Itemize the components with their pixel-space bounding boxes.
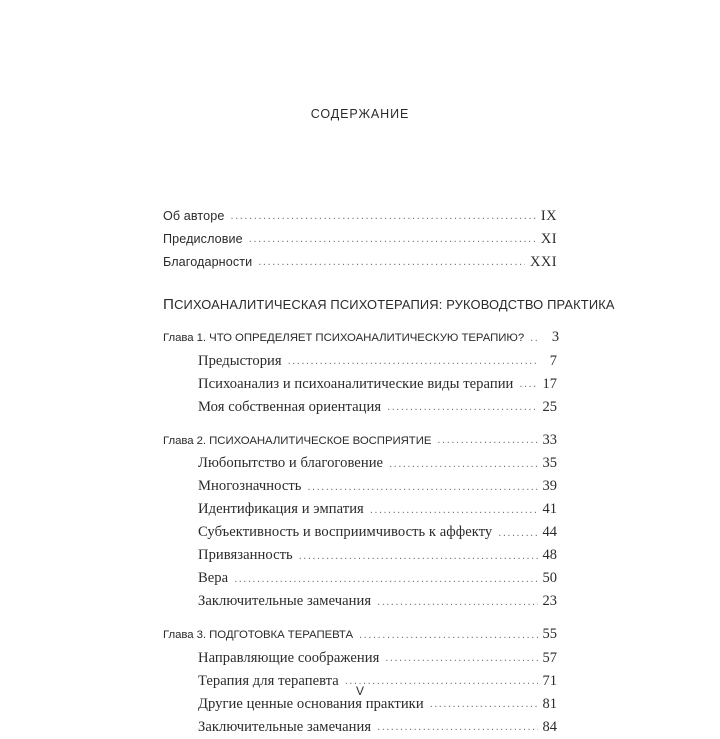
toc-row-section[interactable] xyxy=(163,716,557,739)
toc-entry-page: 81 xyxy=(542,695,557,712)
toc-row-chapter[interactable] xyxy=(163,623,557,646)
toc-entry-page: 35 xyxy=(542,455,557,472)
toc-row-section[interactable] xyxy=(163,498,557,521)
dot-leader xyxy=(308,482,538,498)
dot-leader xyxy=(377,723,537,739)
toc-entry-label: Глава 2. ПСИХОАНАЛИТИЧЕСКОЕ ВОСПРИЯТИЕ xyxy=(163,434,432,447)
toc-row-section[interactable] xyxy=(163,544,557,567)
toc-entry-label: Об авторе xyxy=(163,209,225,223)
toc-entry-page: 41 xyxy=(542,501,557,518)
toc-entry-page: 17 xyxy=(542,375,557,392)
dot-leader xyxy=(230,212,535,228)
toc-entry-label: Вера xyxy=(198,570,229,587)
toc-entry-list xyxy=(163,205,615,739)
dot-leader xyxy=(234,574,537,590)
toc-entry-label: Привязанность xyxy=(198,547,293,564)
toc-entry-page: 84 xyxy=(542,718,557,735)
toc-entry-label: Любопытство и благоговение xyxy=(198,455,384,472)
page-folio: V xyxy=(355,684,364,698)
chapter-group xyxy=(163,326,560,418)
toc-row-section[interactable] xyxy=(163,567,557,590)
dot-leader xyxy=(387,403,537,419)
toc-entry-label: Направляющие соображения xyxy=(198,649,380,666)
toc-entry-label: Субъективность и восприимчивость к аффекту xyxy=(198,524,493,541)
chapter-group xyxy=(163,429,557,613)
toc-entry-label: Психоанализ и психоаналитические виды терапии xyxy=(198,375,514,392)
page-title: СОДЕРЖАНИЕ xyxy=(310,107,410,121)
toc-row-section[interactable] xyxy=(163,521,557,544)
toc-entry-page: 50 xyxy=(542,570,557,587)
toc-entry-page: 48 xyxy=(542,547,557,564)
dot-leader xyxy=(377,597,537,613)
part-heading xyxy=(163,294,615,316)
toc-entry-page: IX xyxy=(540,208,557,224)
front-matter-group xyxy=(163,205,557,274)
dot-leader xyxy=(370,505,538,521)
toc-entry-label: Глава 3. ПОДГОТОВКА ТЕРАПЕВТА xyxy=(163,629,354,642)
chapter-group xyxy=(163,623,557,738)
toc-entry-page: 25 xyxy=(542,398,557,415)
toc-entry-label: Предисловие xyxy=(163,232,243,246)
toc-entry-label: Идентификация и эмпатия xyxy=(198,501,364,518)
toc-entry-label: Заключительные замечания xyxy=(198,718,372,735)
dot-leader xyxy=(389,459,537,475)
toc-entry-label: Терапия для терапевта xyxy=(198,672,339,689)
toc-row-chapter[interactable] xyxy=(163,429,557,452)
dot-leader xyxy=(385,654,537,670)
toc-entry-page: 33 xyxy=(542,431,557,448)
toc-entry-page: 39 xyxy=(542,478,557,495)
toc-entry-label: Моя собственная ориентация xyxy=(198,398,382,415)
toc-entry-page: 3 xyxy=(551,329,560,346)
toc-row-section[interactable] xyxy=(163,647,557,670)
dot-leader xyxy=(249,235,536,251)
dot-leader xyxy=(437,436,537,452)
dot-leader xyxy=(359,630,537,646)
toc-row-section[interactable] xyxy=(163,373,557,396)
toc-entry-page: 71 xyxy=(542,672,557,689)
toc-row-section[interactable] xyxy=(163,475,557,498)
toc-entry-label: Заключительные замечания xyxy=(198,593,372,610)
toc-row-front-matter[interactable] xyxy=(163,228,557,251)
dot-leader xyxy=(258,258,525,274)
part-heading-initial: П xyxy=(163,296,175,313)
toc-entry-page: 44 xyxy=(542,524,557,541)
dot-leader xyxy=(498,528,537,544)
part-heading-text: СИХОАНАЛИТИЧЕСКАЯ ПСИХОТЕРАПИЯ: РУКОВОДСТВО ПРАКТИКА xyxy=(174,297,615,312)
toc-row-section[interactable] xyxy=(163,452,557,475)
toc-entry-page: 7 xyxy=(549,352,557,369)
toc-entry-page: XXI xyxy=(530,254,557,270)
toc-row-section[interactable] xyxy=(163,396,557,419)
toc-entry-page: 23 xyxy=(542,593,557,610)
dot-leader xyxy=(299,551,538,567)
dot-leader xyxy=(430,700,538,716)
toc-entry-label: Другие ценные основания практики xyxy=(198,695,424,712)
toc-entry-page: XI xyxy=(540,231,557,247)
toc-row-section[interactable] xyxy=(163,590,557,613)
toc-entry-page: 57 xyxy=(542,649,557,666)
dot-leader xyxy=(288,357,538,373)
toc-row-front-matter[interactable] xyxy=(163,205,557,228)
dot-leader xyxy=(519,380,537,396)
toc-row-section[interactable] xyxy=(163,350,557,373)
toc-row-front-matter[interactable] xyxy=(163,251,557,274)
dot-leader xyxy=(530,333,540,349)
toc-entry-label: Благодарности xyxy=(163,255,253,269)
toc-entry-label: Многозначность xyxy=(198,478,302,495)
toc-row-chapter[interactable] xyxy=(163,326,560,349)
toc-entry-label: Предыстория xyxy=(198,352,282,369)
toc-entry-label: Глава 1. ЧТО ОПРЕДЕЛЯЕТ ПСИХОАНАЛИТИЧЕСКУЮ ТЕРАПИЮ? xyxy=(163,332,525,345)
toc-entry-page: 55 xyxy=(542,626,557,643)
